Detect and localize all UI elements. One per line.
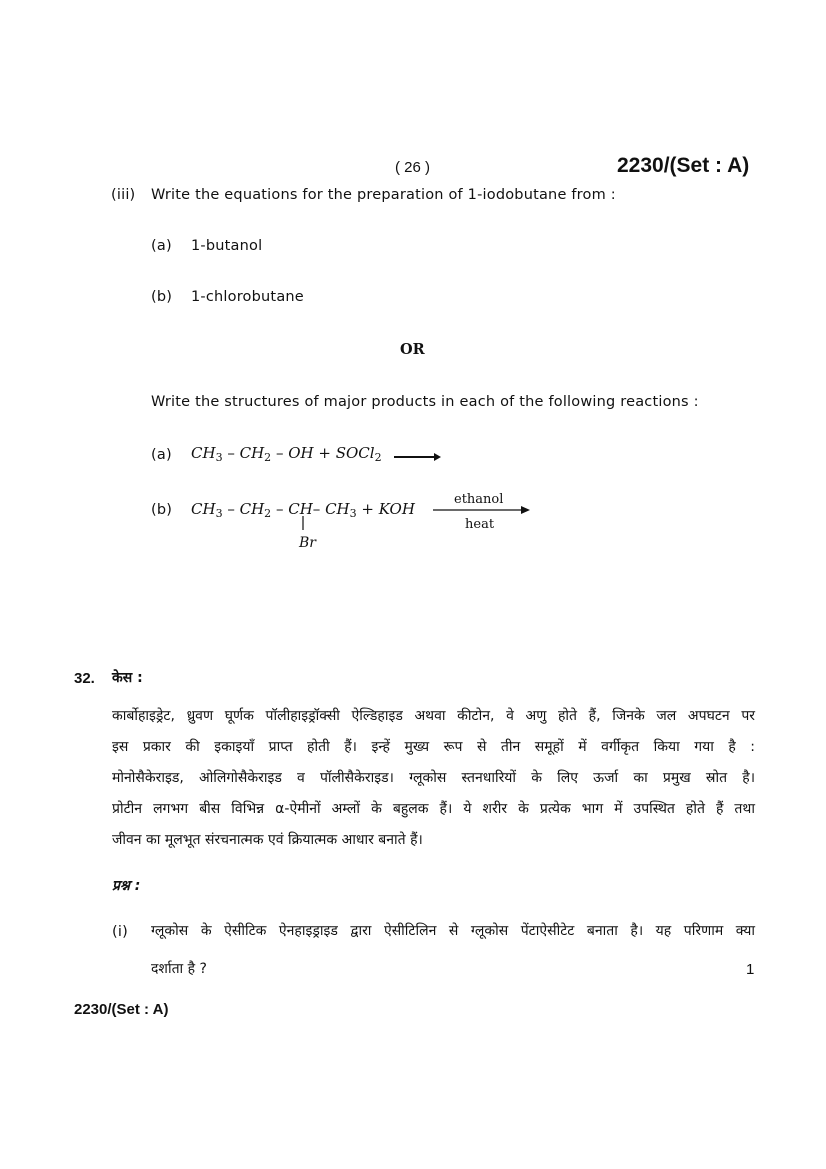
reaction-b-condition-below: heat bbox=[465, 517, 495, 532]
option-b-text: 1-chlorobutane bbox=[191, 289, 304, 305]
alternative-question-text: Write the structures of major products in each of the following reactions : bbox=[151, 394, 699, 410]
case-paragraph-line: प्रोटीन लगभग बीस विभिन्न α-ऐमीनों अम्लों के बहुलक हैं। ये शरीर के प्रत्येक भाग में उपस्थित होते हैं तथा bbox=[112, 801, 755, 817]
reaction-b-label: (b) bbox=[151, 502, 173, 518]
paper-code-footer: 2230/(Set : A) bbox=[74, 1001, 169, 1018]
option-b-label: (b) bbox=[151, 289, 173, 305]
case-paragraph-line: इस प्रकार की इकाइयाँ प्राप्त होती हैं। इन्हें मुख्य रूप से तीन समूहों में वर्गीकृत किया गया है : bbox=[112, 739, 755, 755]
reaction-a-label: (a) bbox=[151, 447, 172, 463]
sub-question-line-1: ग्लूकोस के ऐसीटिक ऐनहाइड्राइड द्वारा ऐसीटिलिन से ग्लूकोस पेंटाऐसीटेट बनाता है। यह परिणाम क्या bbox=[151, 923, 755, 939]
marks: 1 bbox=[746, 961, 755, 978]
sub-question-marker: (i) bbox=[112, 924, 128, 940]
paper-code-header: 2230/(Set : A) bbox=[617, 154, 750, 177]
question-32-title: केस : bbox=[112, 670, 143, 686]
reaction-b-equation: $CH_3 - CH_2 - CH-$ $CH_3$ + KOH bbox=[191, 500, 415, 520]
question-32-number: 32. bbox=[74, 670, 95, 687]
option-a-label: (a) bbox=[151, 238, 172, 254]
option-a-text: 1-butanol bbox=[191, 238, 263, 254]
case-paragraph-line: जीवन का मूलभूत संरचनात्मक एवं क्रियात्मक आधार बनाते हैं। bbox=[112, 832, 423, 848]
questions-heading: प्रश्न : bbox=[112, 878, 141, 894]
or-separator: OR bbox=[400, 341, 425, 358]
reaction-a-arrow bbox=[394, 451, 442, 463]
page-number: ( 26 ) bbox=[395, 159, 431, 176]
question-iii-marker: (iii) bbox=[111, 187, 136, 203]
reaction-a-equation: $CH_3 - CH_2$ – OH + SOCl$_2$ bbox=[191, 444, 382, 464]
question-iii-text: Write the equations for the preparation of 1-iodobutane from : bbox=[151, 187, 616, 203]
case-paragraph-line: मोनोसैकेराइड, ओलिगोसैकेराइड व पॉलीसैकेराइड। ग्लूकोस स्तनधारियों के लिए ऊर्जा का प्रमुख स्रोत है। bbox=[112, 770, 755, 786]
reaction-b-arrow bbox=[433, 504, 531, 516]
sub-question-line-2: दर्शाता है ? bbox=[151, 961, 207, 977]
br-substituent: Br bbox=[299, 535, 316, 551]
br-bond-line bbox=[300, 516, 306, 532]
case-paragraph-line: कार्बोहाइड्रेट, ध्रुवण घूर्णक पॉलीहाइड्रॉक्सी ऐल्डिहाइड अथवा कीटोन, वे अणु होते हैं, जिनके जल अपघटन पर bbox=[112, 708, 755, 724]
reaction-b-condition-above: ethanol bbox=[454, 492, 504, 507]
